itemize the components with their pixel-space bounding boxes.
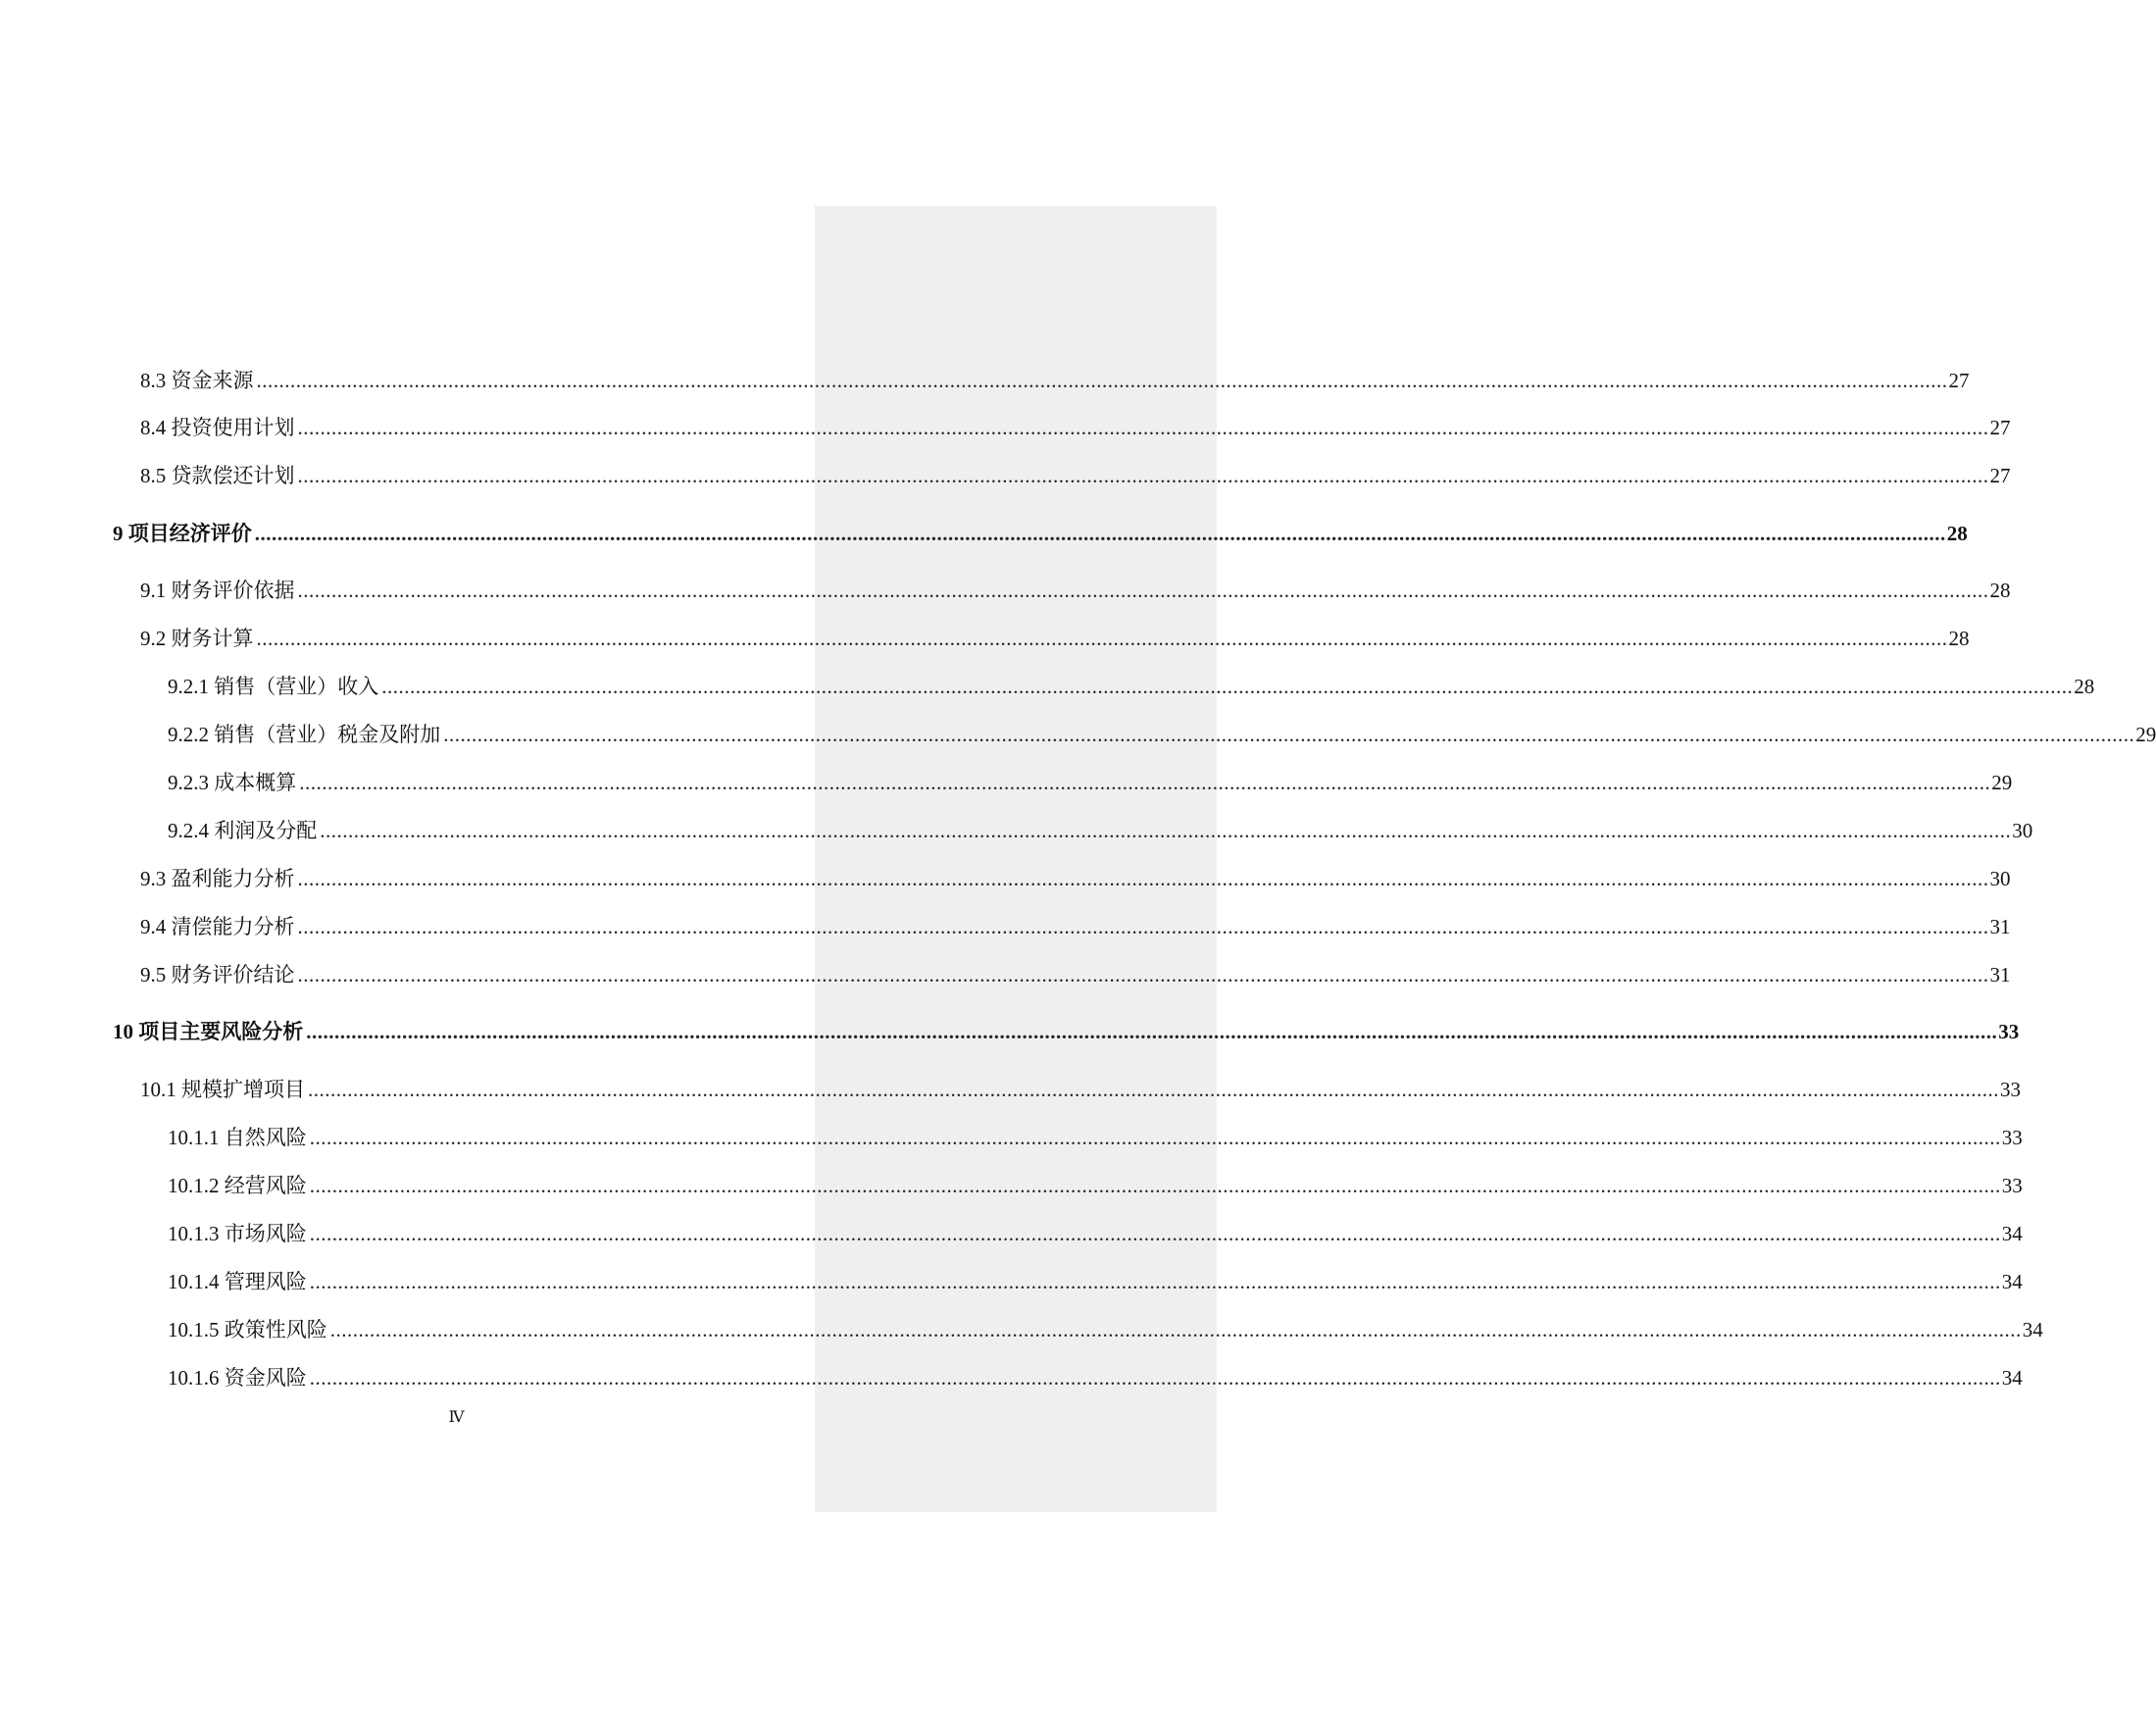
toc-entry-label: 10 项目主要风险分析 <box>113 1020 304 1043</box>
toc-entry-label: 9.2 财务计算 <box>140 627 254 650</box>
toc-leader-dots: ............................................................................................................................................................................................................................................................................................................ <box>329 1318 2022 1341</box>
toc-entry[interactable] <box>168 673 2095 700</box>
toc-entry[interactable] <box>168 1316 2043 1343</box>
toc-leader-dots: ............................................................................................................................................................................................................................................................................................................ <box>297 915 1989 938</box>
toc-leader-dots: ............................................................................................................................................................................................................................................................................................................ <box>256 369 1948 392</box>
toc-entry[interactable] <box>168 1220 2023 1247</box>
toc-entry-page: 28 <box>2074 675 2095 698</box>
toc-entry-label: 10.1.3 市场风险 <box>168 1222 307 1245</box>
toc-entry[interactable] <box>168 1172 2023 1199</box>
toc-entry-page: 34 <box>2001 1270 2023 1293</box>
toc-entry-page: 28 <box>1946 522 1968 545</box>
toc-entry[interactable] <box>140 577 2011 604</box>
toc-leader-dots: ............................................................................................................................................................................................................................................................................................................ <box>297 963 1989 986</box>
toc-leader-dots: ............................................................................................................................................................................................................................................................................................................ <box>297 867 1989 890</box>
toc-entry-page: 29 <box>1991 771 2013 794</box>
toc-leader-dots: ............................................................................................................................................................................................................................................................................................................ <box>308 1078 1999 1101</box>
toc-leader-dots: ............................................................................................................................................................................................................................................................................................................ <box>254 522 1946 545</box>
toc-entry-label: 9.3 盈利能力分析 <box>140 867 295 890</box>
toc-leader-dots: ............................................................................................................................................................................................................................................................................................................ <box>309 1174 2001 1197</box>
toc-entry[interactable] <box>140 913 2011 940</box>
toc-entry[interactable] <box>168 1268 2023 1295</box>
toc-entry-page: 27 <box>1989 416 2011 439</box>
toc-entry-label: 9 项目经济评价 <box>113 522 252 545</box>
toc-entry-page: 34 <box>2022 1318 2043 1341</box>
toc-entry[interactable] <box>140 865 2011 892</box>
toc-entry[interactable] <box>168 769 2013 796</box>
toc-leader-dots: ............................................................................................................................................................................................................................................................................................................ <box>381 675 2074 698</box>
page-number: Ⅳ <box>448 1409 465 1426</box>
toc-leader-dots: ............................................................................................................................................................................................................................................................................................................ <box>297 579 1989 602</box>
toc-entry-label: 9.2.1 销售（营业）收入 <box>168 675 379 698</box>
toc-entry-label: 9.5 财务评价结论 <box>140 963 295 986</box>
toc-entry-chapter[interactable] <box>113 520 1968 547</box>
toc-entry[interactable] <box>168 721 2156 748</box>
toc-entry[interactable] <box>140 414 2011 441</box>
toc-entry-label: 8.5 贷款偿还计划 <box>140 464 295 487</box>
toc-leader-dots: ............................................................................................................................................................................................................................................................................................................ <box>309 1222 2001 1245</box>
toc-entry-label: 10.1.6 资金风险 <box>168 1366 307 1390</box>
toc-entry-page: 34 <box>2001 1366 2023 1390</box>
toc-leader-dots: ............................................................................................................................................................................................................................................................................................................ <box>443 723 2135 746</box>
toc-entry-label: 10.1 规模扩增项目 <box>140 1078 305 1101</box>
toc-entry-page: 33 <box>1998 1020 2020 1043</box>
toc-entry[interactable] <box>140 1076 2021 1103</box>
toc-entry-page: 34 <box>2001 1222 2023 1245</box>
toc-entry[interactable] <box>168 1124 2023 1151</box>
toc-entry-page: 33 <box>2001 1126 2023 1149</box>
toc-entry-label: 8.3 资金来源 <box>140 369 254 392</box>
toc-leader-dots: ............................................................................................................................................................................................................................................................................................................ <box>309 1366 2001 1390</box>
toc-entry-label: 8.4 投资使用计划 <box>140 416 295 439</box>
toc-entry-label: 9.4 清偿能力分析 <box>140 915 295 938</box>
toc-entry-page: 31 <box>1989 915 2011 938</box>
toc-entry-page: 28 <box>1948 627 1970 650</box>
toc-entry-page: 29 <box>2135 723 2156 746</box>
toc-leader-dots: ............................................................................................................................................................................................................................................................................................................ <box>297 464 1989 487</box>
toc-leader-dots: ............................................................................................................................................................................................................................................................................................................ <box>320 819 2012 842</box>
toc-entry-page: 33 <box>2001 1174 2023 1197</box>
toc-entry-label: 10.1.5 政策性风险 <box>168 1318 327 1341</box>
toc-entry-page: 27 <box>1948 369 1970 392</box>
toc-leader-dots: ............................................................................................................................................................................................................................................................................................................ <box>306 1020 1998 1043</box>
toc-entry-page: 31 <box>1989 963 2011 986</box>
toc-entry-label: 10.1.1 自然风险 <box>168 1126 307 1149</box>
toc-entry[interactable] <box>140 961 2011 988</box>
toc-leader-dots: ............................................................................................................................................................................................................................................................................................................ <box>309 1126 2001 1149</box>
toc-entry-page: 27 <box>1989 464 2011 487</box>
toc-entry-label: 9.1 财务评价依据 <box>140 579 295 602</box>
toc-entry[interactable] <box>140 625 1970 652</box>
toc-entry[interactable] <box>168 817 2033 844</box>
toc-entry[interactable] <box>140 462 2011 489</box>
toc-entry-chapter[interactable] <box>113 1018 2020 1045</box>
toc-entry-page: 33 <box>2000 1078 2021 1101</box>
toc-leader-dots: ............................................................................................................................................................................................................................................................................................................ <box>256 627 1948 650</box>
toc-entry[interactable] <box>168 1364 2023 1391</box>
toc-leader-dots: ............................................................................................................................................................................................................................................................................................................ <box>299 771 1991 794</box>
toc-entry[interactable] <box>140 367 1970 394</box>
toc-entry-page: 30 <box>2012 819 2033 842</box>
toc-entry-page: 28 <box>1989 579 2011 602</box>
toc-leader-dots: ............................................................................................................................................................................................................................................................................................................ <box>297 416 1989 439</box>
toc-entry-label: 10.1.2 经营风险 <box>168 1174 307 1197</box>
toc-entry-label: 9.2.2 销售（营业）税金及附加 <box>168 723 441 746</box>
toc-leader-dots: ............................................................................................................................................................................................................................................................................................................ <box>309 1270 2001 1293</box>
toc-entry-label: 9.2.4 利润及分配 <box>168 819 318 842</box>
toc-entry-page: 30 <box>1989 867 2011 890</box>
toc-entry-label: 10.1.4 管理风险 <box>168 1270 307 1293</box>
toc-entry-label: 9.2.3 成本概算 <box>168 771 297 794</box>
